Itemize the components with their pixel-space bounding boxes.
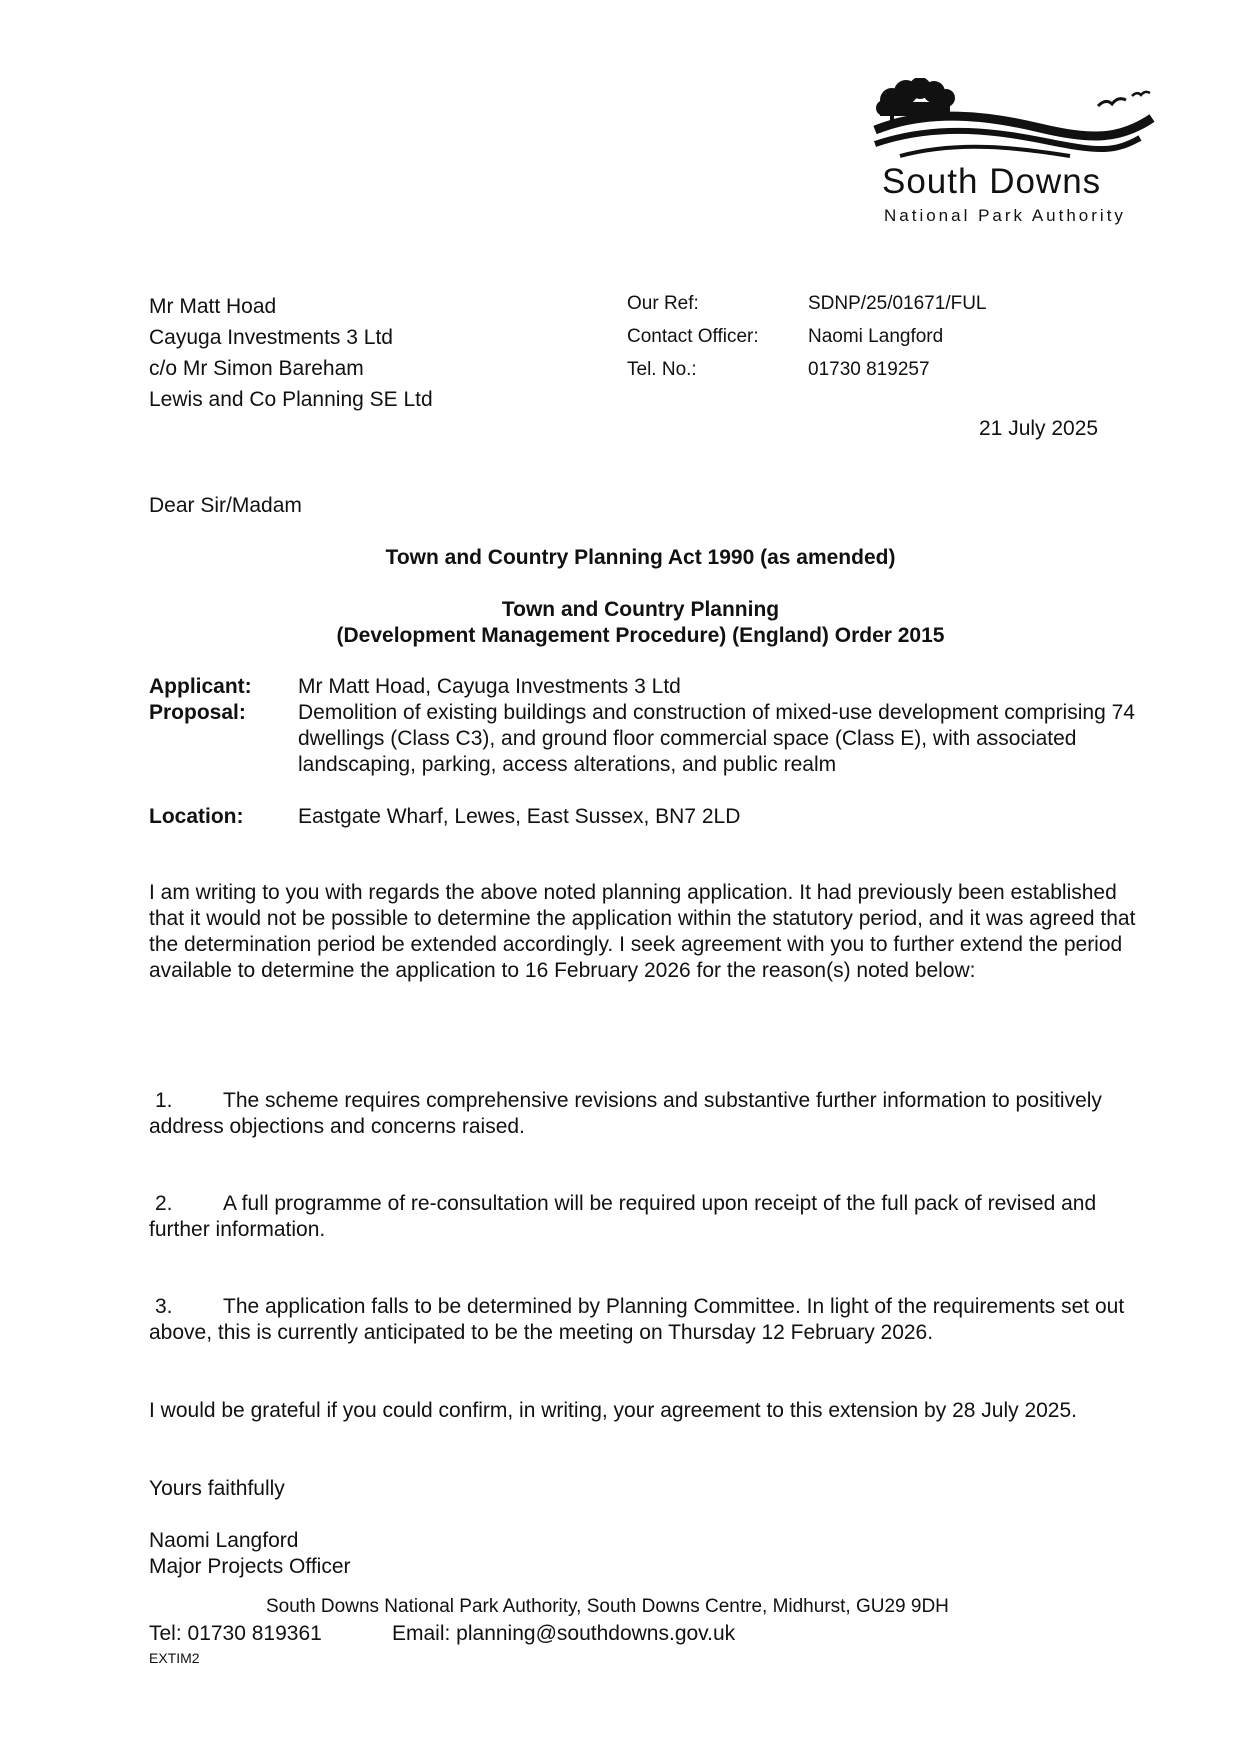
reason-text: The scheme requires comprehensive revisions and substantive further information to positively address objections and concerns raised. xyxy=(149,1089,1102,1138)
applicant-value: Mr Matt Hoad, Cayuga Investments 3 Ltd xyxy=(298,675,681,698)
reference-block xyxy=(627,287,987,386)
signatory-title: Major Projects Officer xyxy=(149,1555,351,1578)
reason-text: The application falls to be determined by Planning Committee. In light of the requirements set out above, this is currently anticipated to be the meeting on Thursday 12 February 2026. xyxy=(149,1295,1125,1344)
tel-value: 01730 819257 xyxy=(808,359,930,380)
order-heading-line2: (Development Management Procedure) (England) Order 2015 xyxy=(336,624,945,647)
footer-email[interactable]: Email: planning@southdowns.gov.uk xyxy=(392,1622,736,1645)
footer-address: South Downs National Park Authority, South Downs Centre, Midhurst, GU29 9DH xyxy=(266,1596,949,1617)
intro-paragraph: I am writing to you with regards the above noted planning application. It had previously been established that it would not be possible to determine the application within the statutory period, and it was agreed that the determination period be extended accordingly. I seek agreement with you to further extend the period available to determine the application to 16 February 2026 for the reason(s) noted below: xyxy=(149,881,1136,982)
reason-item xyxy=(149,1294,1149,1346)
applicant-row xyxy=(149,674,1148,700)
application-details xyxy=(149,674,1148,830)
proposal-row xyxy=(149,700,1148,778)
salutation: Dear Sir/Madam xyxy=(149,494,302,517)
footer-code: EXTIM2 xyxy=(149,1650,200,1666)
our-ref-row xyxy=(627,287,987,320)
letter-date: 21 July 2025 xyxy=(979,417,1099,440)
south-downs-logo xyxy=(870,78,1160,233)
act-heading: Town and Country Planning Act 1990 (as amended) xyxy=(385,546,896,569)
recipient-address xyxy=(149,291,433,415)
recipient-line: Lewis and Co Planning SE Ltd xyxy=(149,388,433,411)
recipient-line: Mr Matt Hoad xyxy=(149,295,277,318)
logo-title: South Downs xyxy=(882,162,1102,201)
recipient-line: Cayuga Investments 3 Ltd xyxy=(149,326,393,349)
closing-request: I would be grateful if you could confirm, in writing, your agreement to this extension by 28 July 2025. xyxy=(149,1399,1077,1422)
logo-subtitle: National Park Authority xyxy=(884,206,1126,225)
reason-number: 3. xyxy=(155,1295,173,1318)
tel-label: Tel. No.: xyxy=(627,359,697,380)
location-value: Eastgate Wharf, Lewes, East Sussex, BN7 2LD xyxy=(298,805,741,828)
our-ref-value: SDNP/25/01671/FUL xyxy=(808,293,987,314)
reason-number: 2. xyxy=(155,1192,173,1215)
contact-officer-row xyxy=(627,320,987,353)
proposal-value: Demolition of existing buildings and construction of mixed-use development comprising 74 dwellings (Class C3), and ground floor commercial space (Class E), with associated landscaping, parking, access alterations, and public realm xyxy=(298,701,1135,776)
location-label: Location: xyxy=(149,805,244,828)
signatory-name: Naomi Langford xyxy=(149,1529,299,1552)
signoff: Yours faithfully xyxy=(149,1477,285,1500)
our-ref-label: Our Ref: xyxy=(627,293,699,314)
order-heading-line1: Town and Country Planning xyxy=(501,598,780,621)
tel-row xyxy=(627,353,987,386)
reason-item xyxy=(149,1088,1149,1140)
proposal-label: Proposal: xyxy=(149,701,246,724)
reason-number: 1. xyxy=(155,1089,173,1112)
reason-item xyxy=(149,1191,1149,1243)
footer-tel: Tel: 01730 819361 xyxy=(149,1622,322,1645)
landscape-logo-icon xyxy=(870,78,1160,168)
contact-officer-label: Contact Officer: xyxy=(627,326,759,347)
applicant-label: Applicant: xyxy=(149,675,252,698)
reason-text: A full programme of re-consultation will be required upon receipt of the full pack of revised and further information. xyxy=(149,1192,1097,1241)
contact-officer-value: Naomi Langford xyxy=(808,326,944,347)
location-row xyxy=(149,804,1148,830)
recipient-line: c/o Mr Simon Bareham xyxy=(149,357,364,380)
